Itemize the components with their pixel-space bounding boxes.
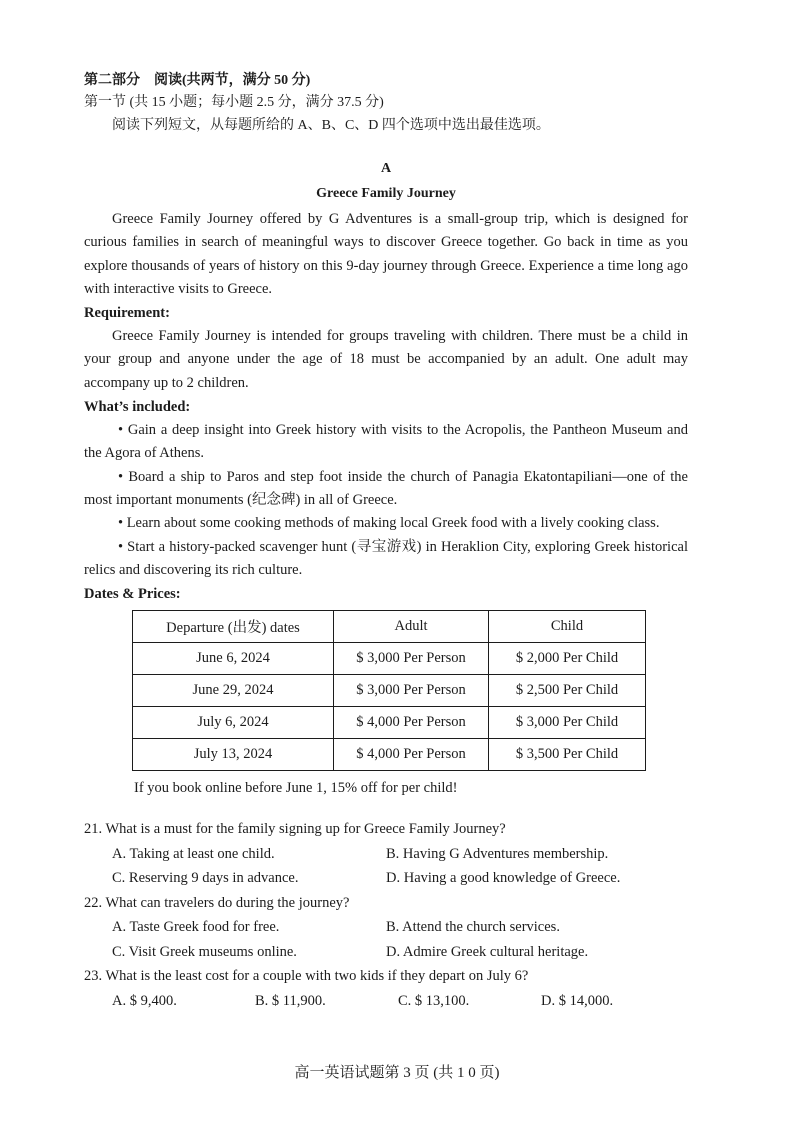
requirement-label: Requirement: [84,305,170,322]
table-cell: June 6, 2024 [133,643,334,675]
question-stem: 22. What can travelers do during the journey? [84,894,350,911]
included-item: • Gain a deep insight into Greek history with visits to the Acropolis, the Pantheon Museum and the Agora of Athens. [84,422,688,462]
included-item: • Board a ship to Paros and step foot inside the church of Panagia Ekatontapiliani—one of the most important monuments (纪念碑) in all of Greece. [84,468,688,508]
section-heading: 第一节 (共 15 小题；每小题 2.5 分，满分 37.5 分) [84,95,384,110]
table-row [133,675,646,707]
option-row [84,842,688,867]
passage-title: Greece Family Journey [316,186,456,201]
included-item: • Start a history-packed scavenger hunt (寻宝游戏) in Heraklion City, exploring Greek historical relics and discovering its rich culture. [84,538,688,578]
passage-intro: Greece Family Journey offered by G Adventures is a small-group trip, which is designed for curious families in search of meaningful ways to discover Greece together. Go back in time as you explore thousands of years of history on this 9-day journey through Greece. Experience a time long ago with interactive visits to Greece. [84,211,688,297]
option-b[interactable]: B. $ 11,900. [255,992,326,1009]
table-cell: $ 3,000 Per Child [489,707,646,739]
option-a[interactable]: A. $ 9,400. [112,992,177,1009]
option-b[interactable]: B. Having G Adventures membership. [386,845,609,862]
included-label: What’s included: [84,399,191,416]
question-22 [84,891,688,965]
page-footer: 高一英语试题第 3 页 (共 1 0 页) [294,1065,500,1081]
table-row [133,739,646,771]
option-row [84,915,688,940]
included-item: • Learn about some cooking methods of making local Greek food with a lively cooking class. [118,515,660,532]
option-d[interactable]: D. Having a good knowledge of Greece. [386,870,621,887]
table-cell: $ 2,000 Per Child [489,643,646,675]
option-d[interactable]: D. Admire Greek cultural heritage. [386,943,589,960]
table-cell: $ 3,000 Per Person [334,643,489,675]
table-cell: $ 3,000 Per Person [334,675,489,707]
table-cell: $ 4,000 Per Person [334,707,489,739]
prices-table [132,610,646,771]
prices-label: Dates & Prices: [84,586,181,603]
table-header-cell: Adult [334,611,489,643]
question-stem: 23. What is the least cost for a couple with two kids if they depart on July 6? [84,968,529,985]
option-row [84,989,688,1014]
question-23 [84,964,688,1013]
option-d[interactable]: D. $ 14,000. [541,992,614,1009]
table-header-cell: Departure (出发) dates [133,611,334,643]
part-heading: 第二部分 阅读(共两节，满分 50 分) [84,73,311,88]
table-cell: June 29, 2024 [133,675,334,707]
table-cell: July 13, 2024 [133,739,334,771]
question-stem: 21. What is a must for the family signing up for Greece Family Journey? [84,821,506,838]
discount-note: If you book online before June 1, 15% off for per child! [134,780,458,797]
requirement-text: Greece Family Journey is intended for groups traveling with children. There must be a child in your group and anyone under the age of 18 must be accompanied by an adult. One adult may accompany up to 2 children. [84,328,688,391]
question-21 [84,817,688,891]
table-row [133,643,646,675]
table-cell: $ 4,000 Per Person [334,739,489,771]
option-a[interactable]: A. Taking at least one child. [112,845,275,862]
option-row [84,866,688,891]
option-a[interactable]: A. Taste Greek food for free. [112,919,280,936]
table-cell: $ 3,500 Per Child [489,739,646,771]
option-row [84,940,688,965]
instruction: 阅读下列短文，从每题所给的 A、B、C、D 四个选项中选出最佳选项。 [112,118,550,133]
option-c[interactable]: C. Reserving 9 days in advance. [112,870,299,887]
table-cell: $ 2,500 Per Child [489,675,646,707]
passage-letter: A [380,161,392,176]
table-row [133,707,646,739]
exam-page [84,70,688,1013]
table-cell: July 6, 2024 [133,707,334,739]
table-header-row [133,611,646,643]
option-c[interactable]: C. $ 13,100. [398,992,470,1009]
option-b[interactable]: B. Attend the church services. [386,919,560,936]
table-header-cell: Child [489,611,646,643]
option-c[interactable]: C. Visit Greek museums online. [112,943,297,960]
